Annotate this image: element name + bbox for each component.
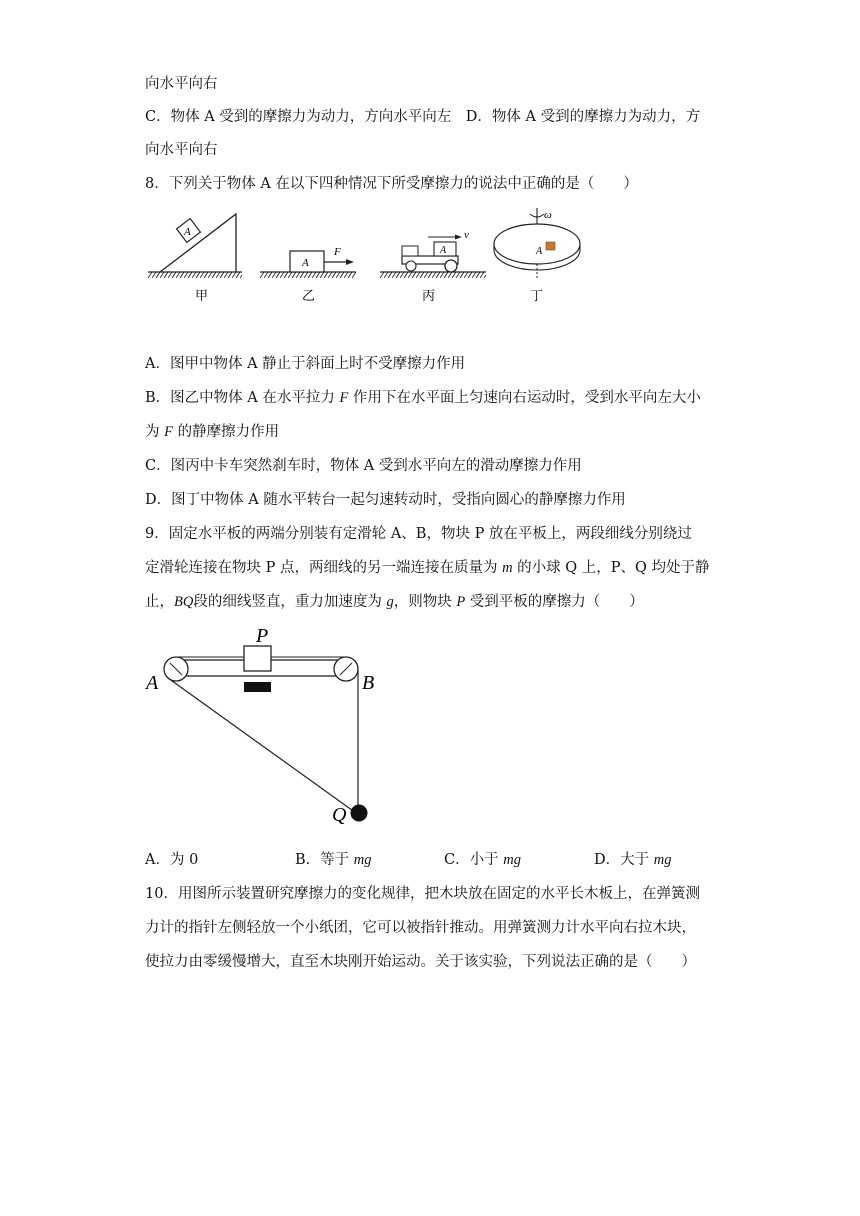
question-8-stem: 8．下列关于物体 A 在以下四种情况下所受摩擦力的说法中正确的是（ ） xyxy=(145,176,638,192)
velocity-v-label: v xyxy=(464,229,469,241)
ball-q xyxy=(351,805,368,822)
force-f-label: F xyxy=(334,246,341,258)
figure-label-bing: 丙 xyxy=(422,288,436,303)
label-p: P xyxy=(256,625,269,647)
question-9-stem-2: 定滑轮连接在物块 P 点，两细线的另一端连接在质量为 m 的小球 Q 上，P、Q 均处于静 xyxy=(145,560,710,576)
question-9-option-d: D．大于 mg xyxy=(594,852,672,868)
figure-label-yi: 乙 xyxy=(302,288,316,303)
question-9-option-c: C．小于 mg xyxy=(444,852,521,868)
text-line: C．物体 A 受到的摩擦力为动力，方向水平向左 D．物体 A 受到的摩擦力为动力，方 xyxy=(145,109,701,125)
figure-label-jia: 甲 xyxy=(195,288,209,303)
question-8-figures xyxy=(140,200,600,312)
support xyxy=(244,682,271,692)
figure-yi xyxy=(260,246,356,303)
question-10-stem-2: 力计的指针左侧轻放一个小纸团，它可以被指针推动。用弹簧测力计水平向右拉木块， xyxy=(145,920,696,936)
question-9-figure xyxy=(140,620,400,830)
question-8-option-b: B．图乙中物体 A 在水平拉力 F 作用下在水平面上匀速向右运动时，受到水平向左大小 xyxy=(145,390,701,406)
question-9-option-a: A．为 0 xyxy=(145,852,199,868)
figure-jia xyxy=(148,214,242,303)
question-10-stem: 10．用图所示装置研究摩擦力的变化规律，把木块放在固定的水平长木板上，在弹簧测 xyxy=(145,886,700,902)
question-9-stem-3: 止，BQ段的细线竖直，重力加速度为 g，则物块 P 受到平板的摩擦力（ ） xyxy=(145,594,644,610)
question-9-option-b: B．等于 mg xyxy=(295,852,372,868)
question-8-option-c: C．图丙中卡车突然刹车时，物体 A 受到水平向左的滑动摩擦力作用 xyxy=(145,458,582,474)
text-line: 向水平向右 xyxy=(145,76,218,92)
figure-bing xyxy=(380,229,486,303)
label-q: Q xyxy=(332,804,347,826)
question-10-stem-3: 使拉力由零缓慢增大，直至木块刚开始运动。关于该实验，下列说法正确的是（ ） xyxy=(145,954,696,970)
block-p xyxy=(244,646,271,671)
label-a: A xyxy=(146,672,159,694)
question-9-stem: 9．固定水平板的两端分别装有定滑轮 A、B，物块 P 放在平板上，两段细线分别绕过 xyxy=(145,526,692,542)
block-a-label: A xyxy=(184,226,191,238)
figure-label-ding: 丁 xyxy=(530,288,544,303)
question-8-option-d: D．图丁中物体 A 随水平转台一起匀速转动时，受指向圆心的静摩擦力作用 xyxy=(145,492,626,508)
text-line: 向水平向右 xyxy=(145,142,218,158)
block-a-label: A xyxy=(536,246,543,257)
question-8-option-a: A．图甲中物体 A 静止于斜面上时不受摩擦力作用 xyxy=(145,356,466,372)
omega-label: ω xyxy=(544,209,552,221)
label-b: B xyxy=(362,672,375,694)
block-a-label: A xyxy=(302,257,309,269)
question-8-option-b-cont: 为 F 的静摩擦力作用 xyxy=(145,424,280,440)
figure-ding xyxy=(494,208,580,303)
block-a-label: A xyxy=(440,245,447,256)
